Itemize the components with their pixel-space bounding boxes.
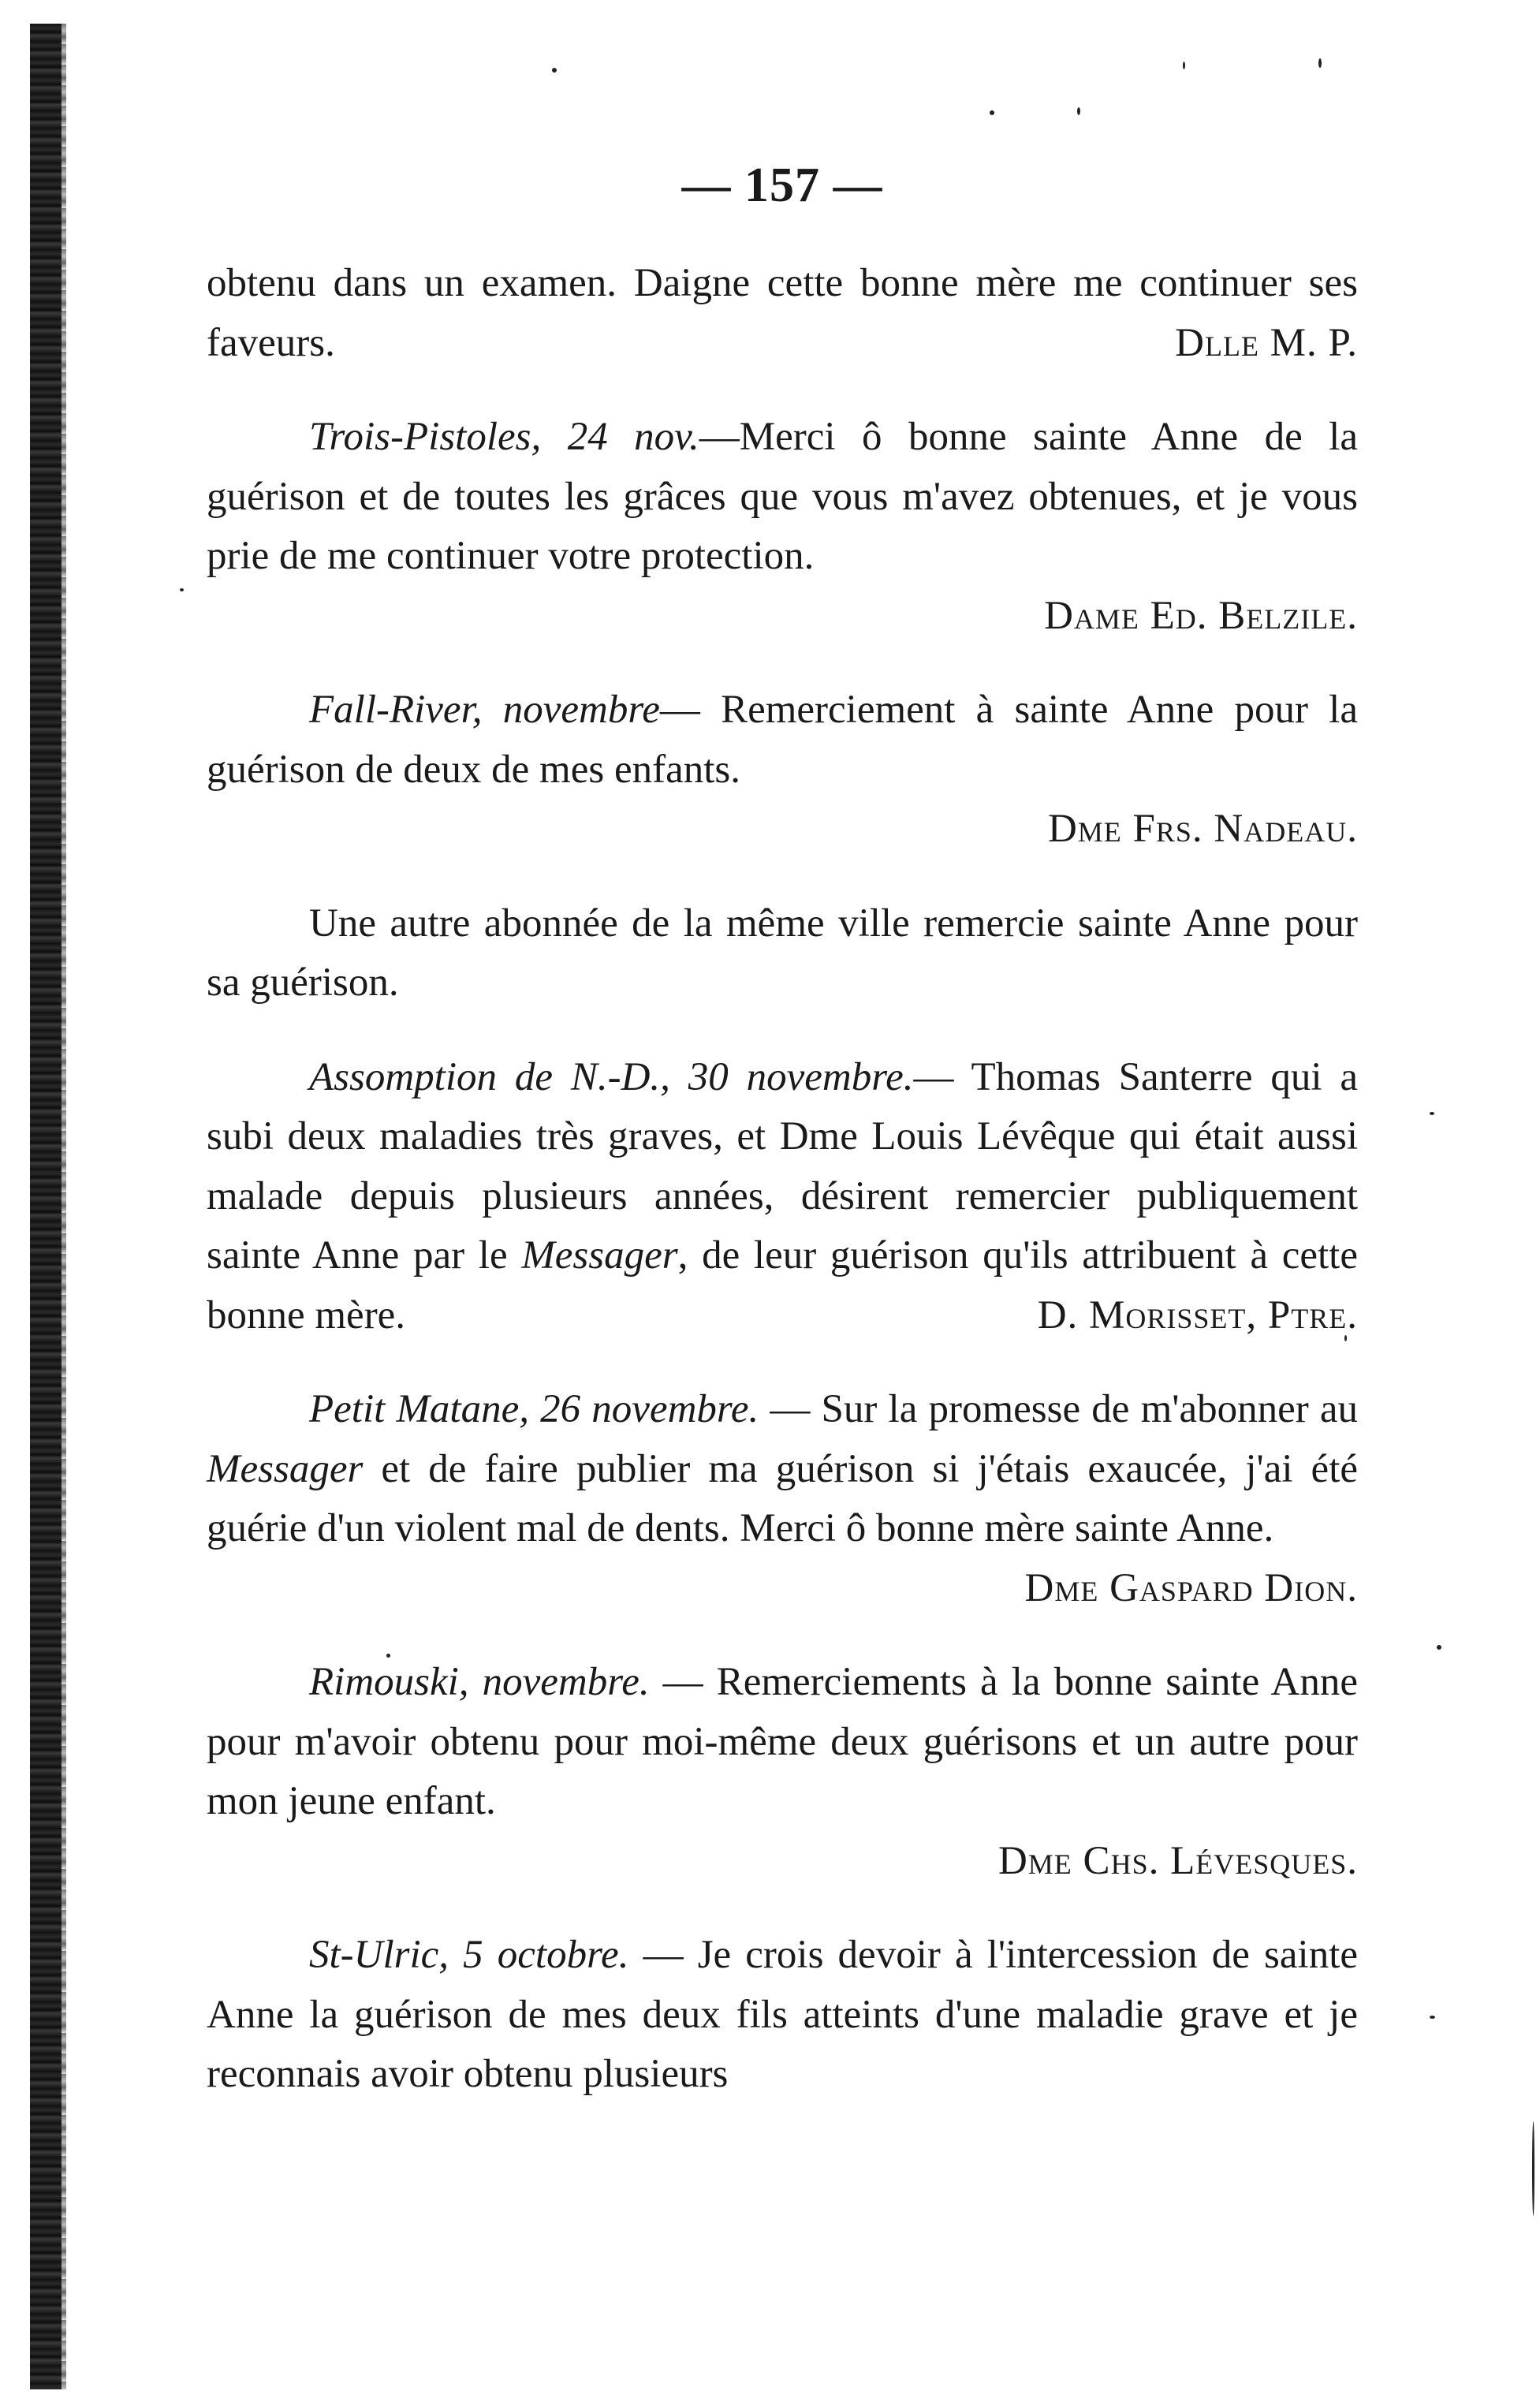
entry-text-end: , de leur guérison qu'ils attribuent à cette bonne mère. xyxy=(207,1233,1358,1337)
entry-text-end: et de faire publier ma guérison si j'étais exaucée, j'ai été guérie d'un violent mal de dents. Merci ô bonne mère sainte Anne. xyxy=(207,1446,1358,1550)
entry-text: — Thomas Santerre qui a subi deux maladies très graves, et Dme Louis Lévêque qui était aussi malade depuis plusieurs années, désirent remercier publiquement sainte Anne par le xyxy=(207,1054,1358,1277)
entry-place: St-Ulric, 5 octobre. xyxy=(309,1933,629,1977)
entry-rimouski xyxy=(207,1653,1358,1832)
entry-text: obtenu dans un examen. Daigne cette bonne mère me continuer ses faveurs. xyxy=(207,261,1358,365)
entry-autre-abonnee xyxy=(207,894,1358,1013)
scanned-binding-edge xyxy=(30,24,62,2389)
entry-text: Une autre abonnée de la même ville remercie sainte Anne pour sa guérison. xyxy=(207,901,1358,1005)
entry-trois-pistoles xyxy=(207,408,1358,587)
entry-text: — Je crois devoir à l'intercession de sainte Anne la guérison de mes deux fils atteints d'une maladie grave et je reconnais avoir obtenu plusieurs xyxy=(207,1933,1359,2096)
entry-signature: Dlle M. P. xyxy=(1175,320,1358,365)
entry-petit-matane xyxy=(207,1380,1358,1559)
entry-place: Trois-Pistoles, 24 nov. xyxy=(309,415,699,459)
entry-text: —Merci ô bonne sainte Anne de la guérison et de toutes les grâces que vous m'avez obtenues, et je vous prie de me continuer votre protection. xyxy=(207,415,1358,578)
entry-signature: Dame Ed. Belzile. xyxy=(1044,593,1358,638)
entry-place: Petit Matane, 26 novembre. xyxy=(309,1387,759,1431)
entry-place: Assomption de N.-D., 30 novembre. xyxy=(309,1054,914,1099)
entry-fall-river xyxy=(207,681,1358,800)
entry-text: — Sur la promesse de m'abonner au xyxy=(759,1387,1358,1431)
entry-italic-word: Messager xyxy=(521,1233,678,1277)
entry-place: Fall-River, novembre xyxy=(309,688,660,732)
entry-assomption xyxy=(207,1048,1358,1346)
entry-signature: D. Morisset, Ptre. xyxy=(1037,1292,1358,1337)
entry-place: Rimouski, novembre. xyxy=(309,1660,650,1704)
page-body xyxy=(207,254,1358,2105)
entry-continuation xyxy=(207,254,1358,373)
document-page xyxy=(207,0,1358,2402)
page-number: — 157 — xyxy=(681,159,883,212)
entry-italic-word: Messager xyxy=(207,1446,364,1491)
entry-signature: Dme Chs. Lévesques. xyxy=(997,1838,1358,1883)
entry-signature: Dme Frs. Nadeau. xyxy=(1047,807,1358,851)
entry-text: — Remerciements à la bonne sainte Anne pour m'avoir obtenu pour moi-même deux guérisons et un autre pour mon jeune enfant. xyxy=(207,1660,1358,1823)
entry-st-ulric xyxy=(207,1926,1358,2105)
entry-signature: Dme Gaspard Dion. xyxy=(1024,1565,1358,1610)
entry-text: — Remerciement à sainte Anne pour la guérison de deux de mes enfants. xyxy=(207,688,1358,792)
